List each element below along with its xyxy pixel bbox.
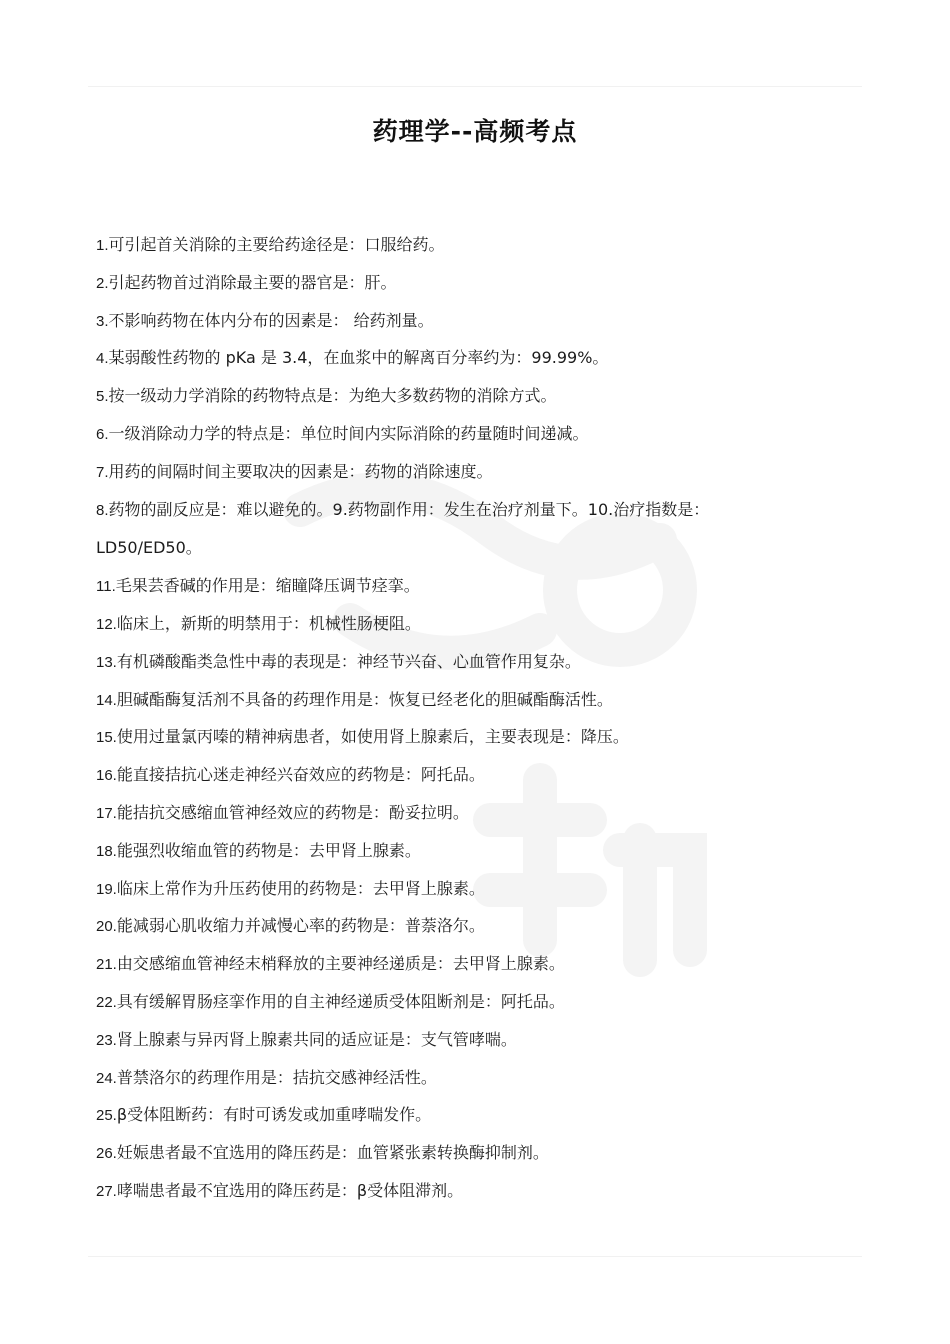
list-item: 8.药物的副反应是：难以避免的。9.药物副作用：发生在治疗剂量下。10.治疗指数是：LD50/ED50。 (96, 499, 710, 558)
list-item: 17.能拮抗交感缩血管神经效应的药物是：酚妥拉明。 (96, 802, 469, 822)
list-item: 2.引起药物首过消除最主要的器官是：肝。 (96, 272, 397, 292)
list-item: 22.具有缓解胃肠痉挛作用的自主神经递质受体阻断剂是：阿托品。 (96, 991, 565, 1011)
list-item: 15.使用过量氯丙嗪的精神病患者，如使用肾上腺素后，主要表现是：降压。 (96, 727, 629, 747)
list-item: 12.临床上，新斯的明禁用于：机械性肠梗阻。 (96, 613, 421, 633)
list-item: 26.妊娠患者最不宜选用的降压药是：血管紧张素转换酶抑制剂。 (96, 1143, 549, 1163)
list-item: 19.临床上常作为升压药使用的药物是：去甲肾上腺素。 (96, 878, 485, 898)
list-item: 24.普禁洛尔的药理作用是：拮抗交感神经活性。 (96, 1067, 437, 1087)
list-item: 18.能强烈收缩血管的药物是：去甲肾上腺素。 (96, 840, 421, 860)
list-item: 14.胆碱酯酶复活剂不具备的药理作用是：恢复已经老化的胆碱酯酶活性。 (96, 689, 613, 709)
list-item: 27.哮喘患者最不宜选用的降压药是：β受体阻滞剂。 (96, 1180, 464, 1200)
list-item: 5.按一级动力学消除的药物特点是：为绝大多数药物的消除方式。 (96, 386, 557, 406)
list-item: 11.毛果芸香碱的作用是：缩瞳降压调节痉挛。 (96, 576, 420, 596)
key-points-list (96, 226, 786, 1285)
list-item: 3.不影响药物在体内分布的因素是： 给药剂量。 (96, 310, 434, 330)
list-item: 13.有机磷酸酯类急性中毒的表现是：神经节兴奋、心血管作用复杂。 (96, 651, 581, 671)
list-item: 21.由交感缩血管神经末梢释放的主要神经递质是：去甲肾上腺素。 (96, 954, 565, 974)
list-item: 1.可引起首关消除的主要给药途径是：口服给药。 (96, 235, 445, 254)
list-item: 23.肾上腺素与异丙肾上腺素共同的适应证是：支气管哮喘。 (96, 1029, 517, 1049)
list-item: 20.能减弱心肌收缩力并减慢心率的药物是：普萘洛尔。 (96, 916, 485, 936)
list-item: 16.能直接拮抗心迷走神经兴奋效应的药物是：阿托品。 (96, 765, 485, 785)
list-item (96, 1210, 786, 1248)
list-item: 7.用药的间隔时间主要取决的因素是：药物的消除速度。 (96, 461, 493, 481)
list-item: 6.一级消除动力学的特点是：单位时间内实际消除的药量随时间递减。 (96, 423, 589, 443)
footer-divider (88, 1256, 862, 1257)
document-title: 药理学--高频考点 (372, 117, 578, 146)
list-item: 4.某弱酸性药物的 pKa 是 3.4，在血浆中的解离百分率约为：99.99%。 (96, 348, 609, 368)
list-item: 25.β受体阻断药：有时可诱发或加重哮喘发作。 (96, 1105, 432, 1125)
header-divider (88, 86, 862, 87)
list-item (96, 1248, 786, 1286)
